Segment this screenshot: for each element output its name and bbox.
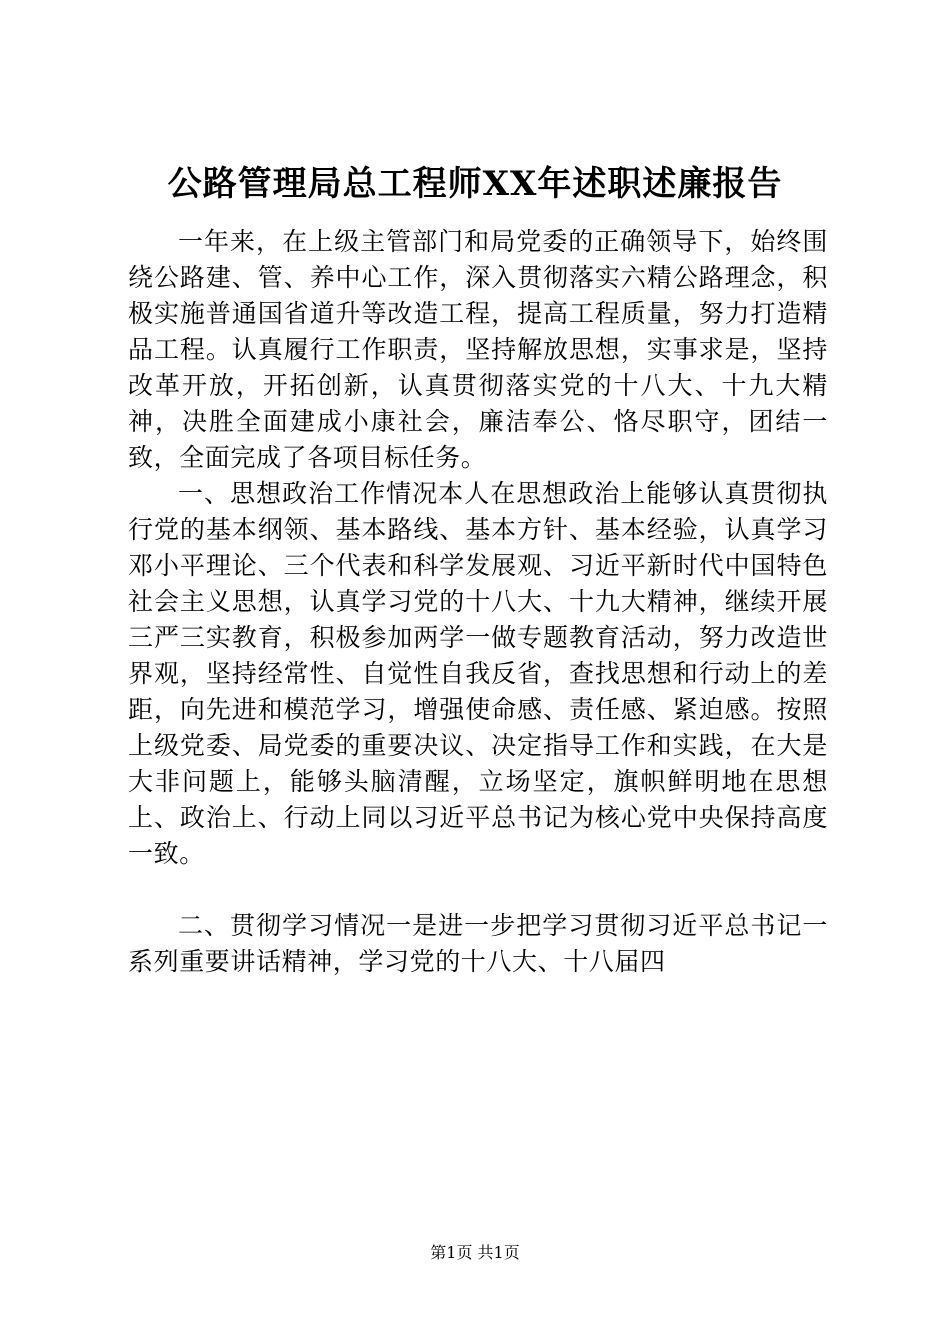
paragraph-intro: 一年来，在上级主管部门和局党委的正确领导下，始终围绕公路建、管、养中心工作，深入贯彻落实六精公路理念，积极实施普通国省道升等改造工程，提高工程质量，努力打造精品工程。认真履行工作职责，坚持解放思想，实事求是，坚持改革开放，开拓创新，认真贯彻落实党的十八大、十九大精神，决胜全面建成小康社会，廉洁奉公、恪尽职守，团结一致，全面完成了各项目标任务。 xyxy=(128,227,828,472)
document-body xyxy=(128,224,828,980)
paragraph-political-work: 一、思想政治工作情况本人在思想政治上能够认真贯彻执行党的基本纲领、基本路线、基本方针、基本经验，认真学习邓小平理论、三个代表和科学发展观、习近平新时代中国特色社会主义思想，认真学习党的十八大、十九大精神，继续开展三严三实教育，积极参加两学一做专题教育活动，努力改造世界观，坚持经常性、自觉性自我反省，查找思想和行动上的差距，向先进和模范学习，增强使命感、责任感、紧迫感。按照上级党委、局党委的重要决议、决定指导工作和实践，在大是大非问题上，能够头脑清醒，立场坚定，旗帜鲜明地在思想上、政治上、行动上同以习近平总书记为核心党中央保持高度一致。 xyxy=(128,479,828,868)
page-footer: 第1页 共1页 xyxy=(430,1243,520,1262)
paragraph-study: 二、贯彻学习情况一是进一步把学习贯彻习近平总书记一系列重要讲话精神，学习党的十八大、十八届四 xyxy=(128,911,828,976)
document-title: 公路管理局总工程师XX年述职述廉报告 xyxy=(167,164,783,204)
